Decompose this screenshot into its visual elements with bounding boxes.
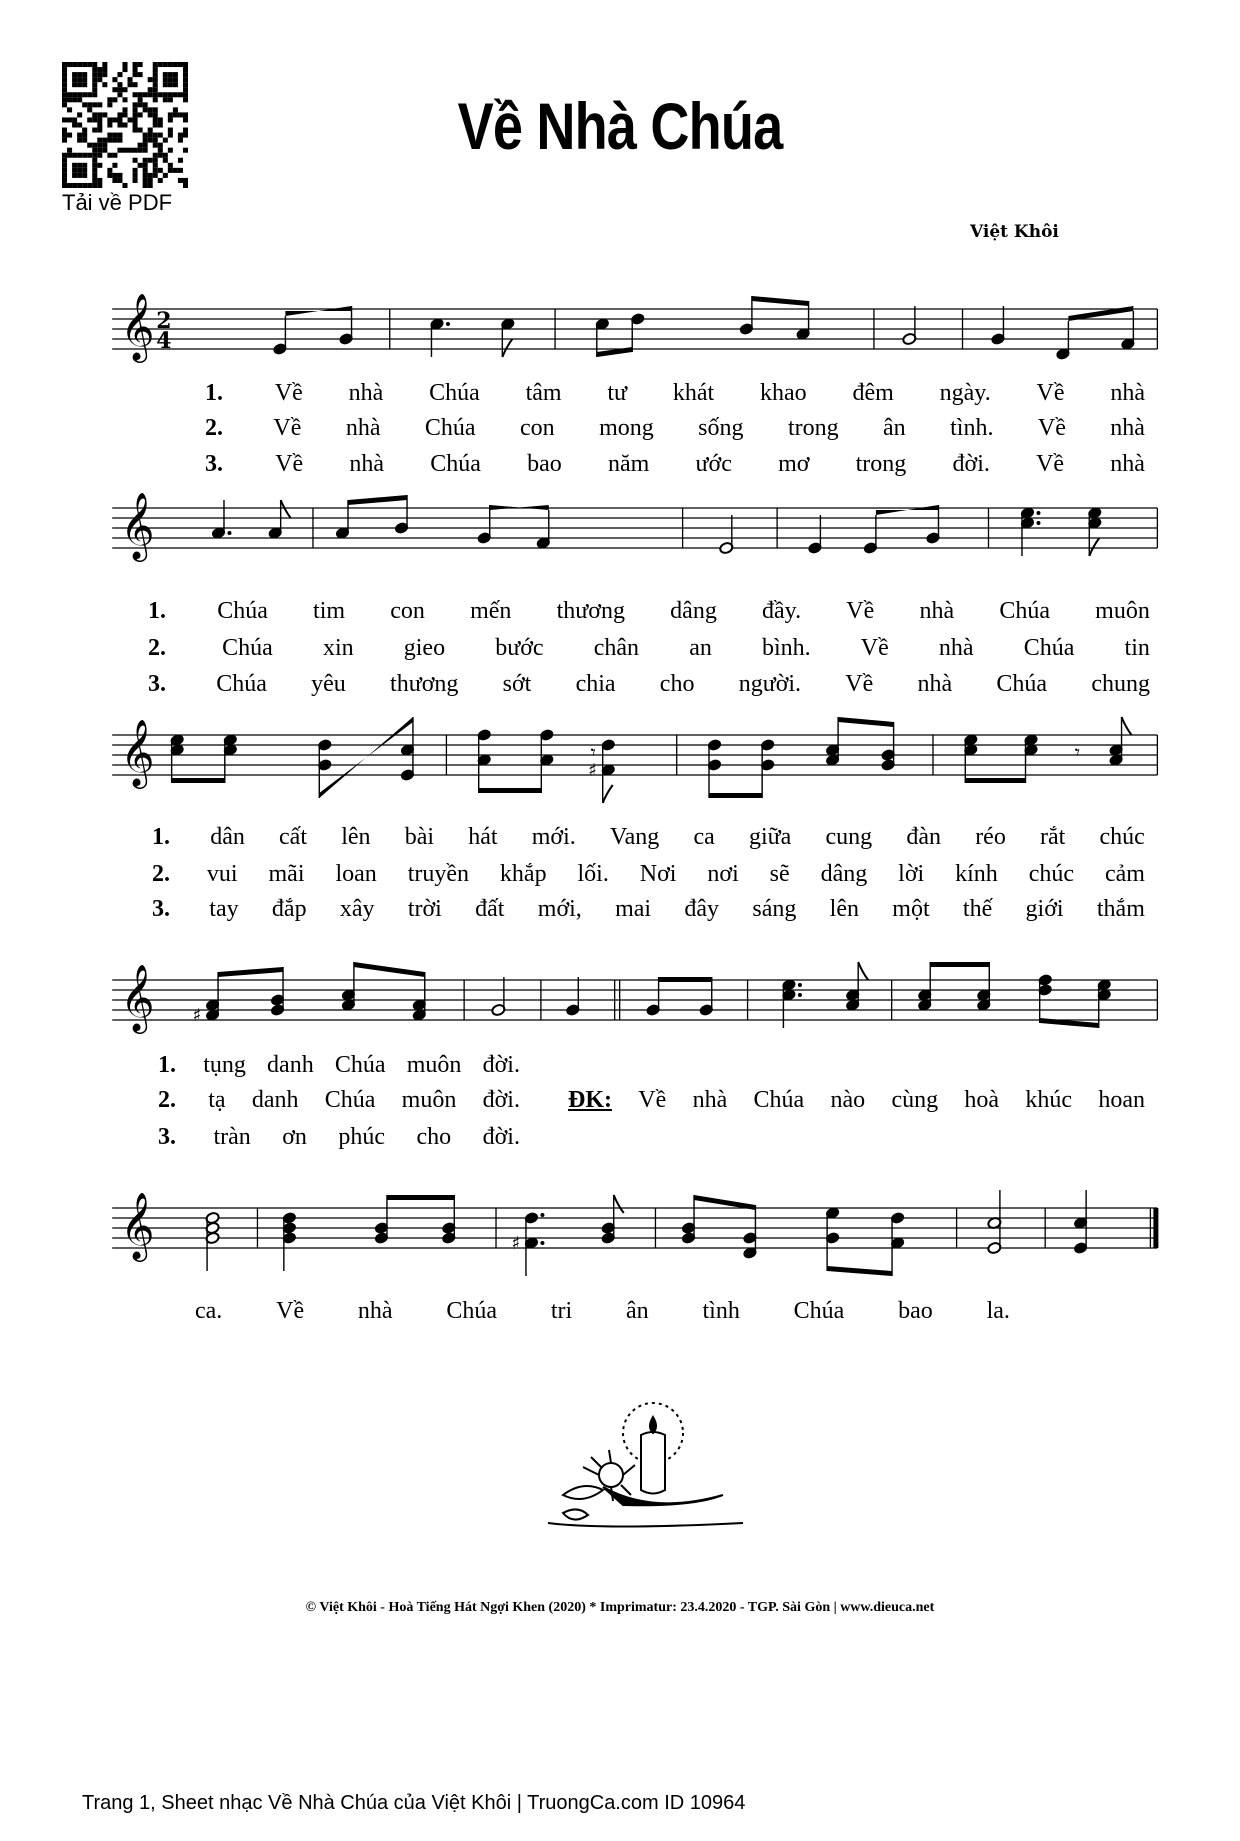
lyric-syllable: lên bbox=[341, 824, 371, 850]
lyric-syllable: Chúa bbox=[429, 380, 480, 406]
note-flag bbox=[614, 1195, 624, 1213]
page-footer: Trang 1, Sheet nhạc Về Nhà Chúa của Việt Khôi | TruongCa.com ID 10964 bbox=[82, 1792, 746, 1814]
lyric-syllable: một bbox=[892, 896, 930, 922]
lyric-syllable: mới, bbox=[537, 896, 582, 922]
note-flag bbox=[1089, 538, 1099, 556]
lyric-line bbox=[152, 861, 1145, 888]
beam bbox=[709, 793, 762, 798]
lyric-syllable: lời bbox=[898, 861, 925, 887]
lyric-syllable: Chúa bbox=[222, 635, 273, 661]
lyric-syllable: Về bbox=[638, 1087, 667, 1113]
dot bbox=[798, 983, 802, 987]
lyric-syllable: Chúa bbox=[430, 451, 481, 477]
lyric-syllable: đất bbox=[475, 896, 505, 922]
lyric-syllable: mơ bbox=[778, 451, 810, 477]
lyric-syllable: chúc bbox=[1099, 824, 1145, 850]
lyric-syllable: tâm bbox=[525, 380, 562, 406]
song-title: Về Nhà Chúa bbox=[457, 89, 783, 163]
verse-number: 2. bbox=[205, 415, 223, 441]
lyric-syllable: Nơi bbox=[639, 861, 677, 887]
lyric-syllable: đêm bbox=[852, 380, 894, 406]
lyric-syllable: cùng bbox=[891, 1087, 939, 1113]
verse-number: 1. bbox=[205, 380, 223, 406]
lyric-syllable: lên bbox=[829, 896, 859, 922]
lyric-syllable: trong bbox=[787, 415, 839, 441]
lyric-syllable: mãi bbox=[268, 861, 305, 887]
eighth-rest-icon: 𝄾 bbox=[590, 740, 596, 764]
lyric-syllable: bao bbox=[898, 1298, 933, 1324]
lyric-syllable: rắt bbox=[1040, 824, 1066, 850]
lyric-syllable: tim bbox=[313, 598, 346, 624]
lyric-syllable: giới bbox=[1025, 896, 1064, 922]
verse-number: 2. bbox=[158, 1087, 176, 1113]
lyric-syllable: Chúa bbox=[996, 671, 1048, 697]
lyric-syllable: đời. bbox=[482, 1052, 520, 1078]
lyric-syllable: Về bbox=[274, 380, 303, 406]
lyric-syllable: dân bbox=[210, 824, 245, 850]
lyric-syllable: khao bbox=[760, 380, 807, 406]
beam bbox=[838, 717, 894, 727]
treble-clef-icon: 𝄞 bbox=[120, 292, 155, 360]
lyric-syllable: đời. bbox=[482, 1087, 520, 1113]
note-flag bbox=[281, 500, 291, 518]
lyric-syllable: con bbox=[520, 415, 555, 441]
lyric-syllable: gieo bbox=[403, 635, 446, 661]
lyric-line bbox=[158, 1124, 520, 1151]
note-flag bbox=[603, 785, 613, 803]
lyric-syllable: khát bbox=[672, 380, 715, 406]
verse-number: 3. bbox=[148, 671, 166, 697]
lyric-syllable: hoà bbox=[964, 1087, 1000, 1113]
lyric-syllable: cất bbox=[279, 824, 308, 850]
lyric-syllable: thắm bbox=[1096, 896, 1145, 922]
note-flag bbox=[1122, 717, 1132, 735]
lyric-syllable: khắp bbox=[499, 861, 547, 887]
refrain-label: ĐK: bbox=[568, 1087, 612, 1113]
lyric-syllable: sớt bbox=[502, 671, 532, 697]
lyric-syllable: nhà bbox=[1110, 451, 1145, 477]
beam bbox=[348, 495, 407, 505]
lyric-syllable: ước bbox=[695, 451, 732, 477]
lyric-syllable: kính bbox=[955, 861, 998, 887]
lyric-syllable: sẽ bbox=[769, 861, 790, 887]
verse-number: 1. bbox=[148, 598, 166, 624]
lyric-syllable: đời. bbox=[482, 1124, 520, 1150]
lyric-syllable: tri bbox=[550, 1298, 573, 1324]
verse-number: 3. bbox=[158, 1124, 176, 1150]
dot bbox=[446, 322, 450, 326]
lyric-syllable: loan bbox=[335, 861, 377, 887]
note-flag bbox=[502, 339, 512, 357]
lyric-syllable: người. bbox=[738, 671, 802, 697]
lyric-syllable: bước bbox=[495, 635, 544, 661]
beam bbox=[479, 788, 542, 793]
lyric-syllable: nhà bbox=[692, 1087, 728, 1113]
lyric-syllable: tin bbox=[1124, 635, 1150, 661]
lyric-syllable: thương bbox=[390, 671, 459, 697]
note-flag bbox=[858, 962, 868, 980]
sharp-icon: ♯ bbox=[192, 1005, 202, 1026]
treble-clef-icon: 𝄞 bbox=[120, 718, 155, 786]
lyric-syllable: Về bbox=[860, 635, 889, 661]
lyric-syllable: ngày. bbox=[939, 380, 991, 406]
lyric-syllable: cho bbox=[416, 1124, 452, 1150]
lyric-syllable: Về bbox=[846, 598, 875, 624]
lyric-line bbox=[205, 380, 1145, 407]
lyric-syllable: Chúa bbox=[334, 1052, 386, 1078]
lyric-syllable: chung bbox=[1091, 671, 1150, 697]
lyric-syllable: nhà bbox=[919, 598, 955, 624]
dot bbox=[227, 531, 231, 535]
lyric-syllable: lối. bbox=[577, 861, 609, 887]
lyric-syllable: nơi bbox=[707, 861, 739, 887]
refrain-line bbox=[568, 1087, 1145, 1114]
eighth-rest-icon: 𝄾 bbox=[1074, 740, 1081, 764]
lyric-syllable: hoan bbox=[1098, 1087, 1145, 1113]
lyric-syllable: ân bbox=[883, 415, 906, 441]
lyric-line bbox=[205, 451, 1145, 478]
beam bbox=[319, 717, 413, 798]
lyric-syllable: muôn bbox=[406, 1052, 462, 1078]
lyric-syllable: nhà bbox=[348, 380, 384, 406]
lyric-syllable: đàn bbox=[906, 824, 941, 850]
final-barline bbox=[1153, 1208, 1158, 1248]
lyric-syllable: dâng bbox=[670, 598, 717, 624]
lyric-syllable: Về bbox=[275, 451, 304, 477]
lyric-syllable: bao bbox=[527, 451, 562, 477]
lyric-syllable: Chúa bbox=[999, 598, 1050, 624]
lyric-line bbox=[148, 671, 1150, 698]
lyric-syllable: tư bbox=[607, 380, 628, 406]
lyric-syllable: phúc bbox=[338, 1124, 386, 1150]
copyright-notice: © Việt Khôi - Hoà Tiếng Hát Ngợi Khen (2020) * Imprimatur: 23.4.2020 - TGP. Sài Gòn | www.dieuca.net bbox=[305, 1600, 935, 1615]
lyric-syllable: Chúa bbox=[424, 415, 476, 441]
lyric-syllable: cung bbox=[825, 824, 873, 850]
verse-number: 3. bbox=[205, 451, 223, 477]
lyric-syllable: yêu bbox=[311, 671, 346, 697]
lyric-line bbox=[158, 1052, 520, 1079]
lyric-syllable: chân bbox=[593, 635, 640, 661]
lyric-syllable: nhà bbox=[1110, 380, 1145, 406]
lyric-syllable: bình. bbox=[761, 635, 811, 661]
lyric-syllable: xin bbox=[322, 635, 354, 661]
beam bbox=[930, 962, 989, 967]
lyric-line bbox=[148, 635, 1150, 662]
lyric-syllable: Về bbox=[1036, 380, 1065, 406]
lyric-syllable: la. bbox=[986, 1298, 1010, 1324]
dot bbox=[1036, 511, 1040, 515]
beam bbox=[752, 296, 809, 306]
lyric-line bbox=[152, 896, 1145, 923]
lyric-syllable: Về bbox=[276, 1298, 305, 1324]
lyric-syllable: Chúa bbox=[793, 1298, 845, 1324]
treble-clef-icon: 𝄞 bbox=[120, 1191, 155, 1259]
lyric-syllable: nhà bbox=[345, 415, 381, 441]
beam bbox=[490, 505, 549, 510]
dot bbox=[540, 1213, 544, 1217]
lyric-syllable: cho bbox=[659, 671, 695, 697]
verse-number: 3. bbox=[152, 896, 170, 922]
beam bbox=[172, 778, 225, 783]
lyric-syllable: trời bbox=[407, 896, 442, 922]
lyric-syllable: Chúa bbox=[1023, 635, 1075, 661]
beam bbox=[218, 967, 283, 977]
lyric-syllable: mến bbox=[470, 598, 512, 624]
lyric-syllable: dâng bbox=[820, 861, 868, 887]
lyric-syllable: chúc bbox=[1028, 861, 1075, 887]
lyric-syllable: nhà bbox=[938, 635, 974, 661]
lyric-line bbox=[158, 1087, 520, 1114]
verse-number: 1. bbox=[152, 824, 170, 850]
lyric-syllable: tình bbox=[702, 1298, 740, 1324]
dot bbox=[1036, 521, 1040, 525]
verse-number: 2. bbox=[148, 635, 166, 661]
lyric-syllable: Về bbox=[273, 415, 302, 441]
lyric-syllable: danh bbox=[267, 1052, 314, 1078]
lyric-syllable: ca bbox=[693, 824, 715, 850]
lyric-line bbox=[195, 1298, 1010, 1325]
lyric-syllable: sống bbox=[698, 415, 744, 441]
lyric-syllable: muôn bbox=[1095, 598, 1150, 624]
dot bbox=[540, 1241, 544, 1245]
beam bbox=[876, 505, 939, 515]
lyric-syllable: ca. bbox=[195, 1298, 223, 1324]
lyric-syllable: trong bbox=[855, 451, 907, 477]
lyric-syllable: Về bbox=[845, 671, 874, 697]
candle-illustration bbox=[543, 1395, 753, 1535]
lyric-syllable: cảm bbox=[1104, 861, 1145, 887]
lyric-syllable: nhà bbox=[357, 1298, 393, 1324]
lyric-syllable: thế bbox=[962, 896, 993, 922]
lyric-syllable: xây bbox=[339, 896, 375, 922]
lyric-syllable: an bbox=[689, 635, 712, 661]
lyric-syllable: tình. bbox=[950, 415, 994, 441]
lyric-syllable: hát bbox=[468, 824, 498, 850]
lyric-syllable: mới. bbox=[531, 824, 576, 850]
lyric-syllable: giữa bbox=[748, 824, 792, 850]
lyric-syllable: Về bbox=[1037, 415, 1066, 441]
lyric-syllable: đời. bbox=[952, 451, 990, 477]
lyric-syllable: chia bbox=[575, 671, 616, 697]
lyric-syllable: nhà bbox=[349, 451, 385, 477]
treble-clef-icon: 𝄞 bbox=[120, 963, 155, 1031]
lyric-syllable: Chúa bbox=[216, 671, 267, 697]
lyric-syllable: tạ bbox=[208, 1087, 226, 1113]
composer: Việt Khôi bbox=[970, 222, 1059, 242]
dot bbox=[798, 993, 802, 997]
lyric-syllable: tràn bbox=[213, 1124, 251, 1150]
sharp-icon: ♯ bbox=[588, 760, 597, 781]
lyric-syllable: thương bbox=[556, 598, 625, 624]
download-pdf-link[interactable]: Tải về PDF bbox=[62, 190, 173, 215]
lyric-syllable: Vang bbox=[609, 824, 660, 850]
beam bbox=[387, 1195, 454, 1200]
lyric-syllable: bài bbox=[404, 824, 435, 850]
lyric-syllable: truyền bbox=[407, 861, 469, 887]
beam bbox=[659, 977, 712, 982]
lyric-syllable: tụng bbox=[203, 1052, 246, 1078]
lyric-syllable: nào bbox=[830, 1087, 866, 1113]
lyric-line bbox=[205, 415, 1145, 442]
lyric-syllable: đây bbox=[684, 896, 720, 922]
lyric-syllable: đắp bbox=[271, 896, 307, 922]
lyric-syllable: réo bbox=[975, 824, 1006, 850]
beam bbox=[827, 1266, 892, 1276]
lyric-syllable: danh bbox=[251, 1087, 299, 1113]
time-signature-bottom: 4 bbox=[156, 328, 172, 354]
lyric-syllable: Chúa bbox=[753, 1087, 805, 1113]
lyric-syllable: ơn bbox=[282, 1124, 307, 1150]
lyric-syllable: tay bbox=[209, 896, 239, 922]
time-signature-top: 2 bbox=[156, 308, 172, 334]
lyric-syllable: ân bbox=[626, 1298, 649, 1324]
lyric-line bbox=[152, 824, 1145, 851]
lyric-syllable: Chúa bbox=[446, 1298, 498, 1324]
lyric-syllable: mong bbox=[599, 415, 654, 441]
beam bbox=[354, 962, 425, 977]
lyric-syllable: sáng bbox=[752, 896, 797, 922]
lyric-syllable: nhà bbox=[917, 671, 953, 697]
lyric-syllable: Về bbox=[1036, 451, 1065, 477]
lyric-syllable: Chúa bbox=[217, 598, 268, 624]
lyric-syllable: muôn bbox=[401, 1087, 457, 1113]
treble-clef-icon: 𝄞 bbox=[120, 491, 155, 559]
lyric-syllable: mai bbox=[615, 896, 652, 922]
lyric-syllable: con bbox=[390, 598, 425, 624]
lyric-line bbox=[148, 598, 1150, 625]
lyric-syllable: Chúa bbox=[324, 1087, 376, 1113]
lyric-syllable: đầy. bbox=[762, 598, 802, 624]
lyric-syllable: năm bbox=[607, 451, 650, 477]
beam bbox=[965, 778, 1025, 783]
verse-number: 1. bbox=[158, 1052, 176, 1078]
lyric-syllable: nhà bbox=[1110, 415, 1145, 441]
verse-number: 2. bbox=[152, 861, 170, 887]
sharp-icon: ♯ bbox=[511, 1233, 521, 1254]
beam bbox=[285, 306, 351, 316]
lyric-syllable: khúc bbox=[1025, 1087, 1073, 1113]
lyric-syllable: vui bbox=[206, 861, 238, 887]
